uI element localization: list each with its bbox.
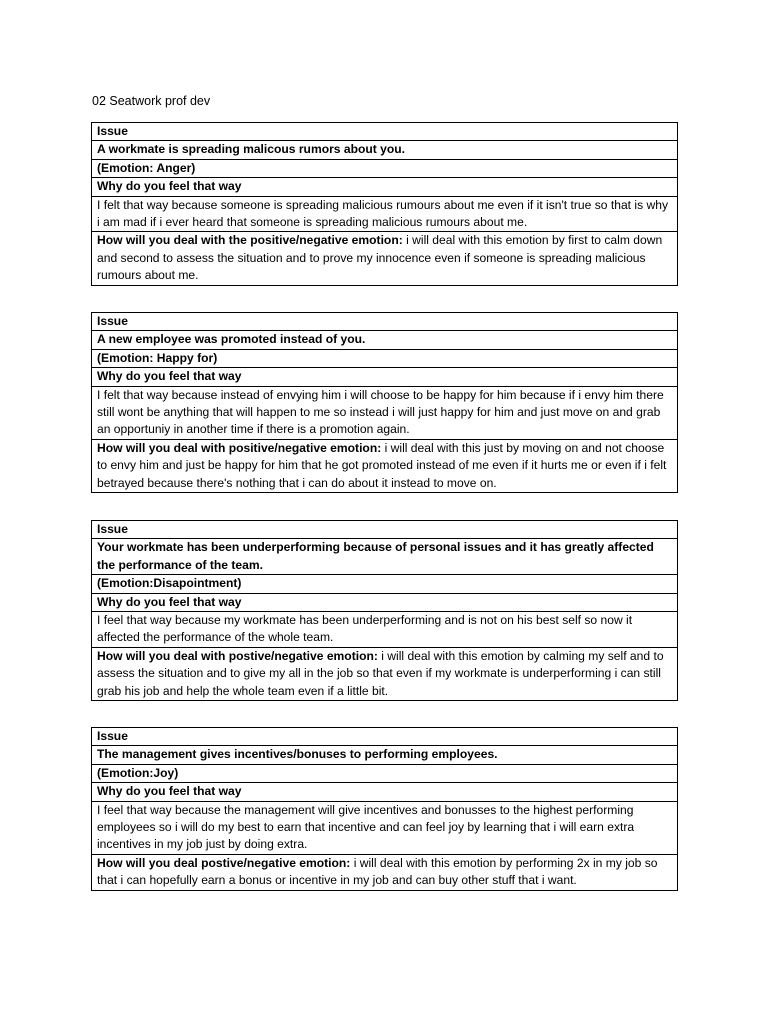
table-row	[92, 159, 678, 177]
deal-cell	[92, 647, 678, 700]
issue-cell: A workmate is spreading malicous rumors about you.	[92, 141, 678, 159]
deal-label: How will you deal with the positive/negative emotion:	[97, 233, 403, 248]
emotion-cell: (Emotion: Anger)	[92, 159, 678, 177]
emotion-cell: (Emotion:Disapointment)	[92, 575, 678, 593]
issue-table	[91, 122, 678, 286]
emotion-cell: (Emotion:Joy)	[92, 764, 678, 782]
table-row	[92, 728, 678, 746]
table-row	[92, 178, 678, 196]
deal-label: How will you deal postive/negative emotion:	[97, 855, 351, 870]
table-row	[92, 313, 678, 331]
why-answer-cell: I feel that way because the management will give incentives and bonusses to the highest performing employees so i will do my best to earn that incentive and can feel joy by learning that i will earn extra incentives in my job just by doing extra.	[92, 801, 678, 854]
deal-cell	[92, 854, 678, 890]
table-row	[92, 746, 678, 764]
why-answer-cell: I felt that way because someone is spreading malicious rumours about me even if it isn't true so that is why i am mad if i ever heard that someone is spreading malicious rumours about me.	[92, 196, 678, 232]
deal-answer: i will deal with this just by moving on and not choose to envy him and just be happy for him that he got promoted instead of me even if it hurts me or even if i felt betrayed because there's nothing that i can do about it instead to move on.	[97, 440, 667, 490]
table-row	[92, 141, 678, 159]
why-label-cell: Why do you feel that way	[92, 783, 678, 801]
issue-table	[91, 520, 678, 701]
table-row	[92, 764, 678, 782]
table-row	[92, 439, 678, 492]
deal-answer: i will deal with this emotion by first to calm down and second to assess the situation and to prove my innocence even if someone is spreading malicious rumours about me.	[97, 233, 663, 283]
why-label-cell: Why do you feel that way	[92, 593, 678, 611]
table-row	[92, 647, 678, 700]
table-row	[92, 232, 678, 285]
issue-cell: The management gives incentives/bonuses to performing employees.	[92, 746, 678, 764]
table-row	[92, 386, 678, 439]
table-row	[92, 196, 678, 232]
table-row	[92, 349, 678, 367]
table-row	[92, 123, 678, 141]
table-row	[92, 801, 678, 854]
issue-table	[91, 727, 678, 891]
why-answer-cell: I feel that way because my workmate has been underperforming and is not on his best self so now it affected the performance of the whole team.	[92, 612, 678, 648]
table-row	[92, 575, 678, 593]
table-row	[92, 593, 678, 611]
deal-cell	[92, 232, 678, 285]
document-title: 02 Seatwork prof dev	[92, 94, 211, 108]
deal-answer: i will deal with this emotion by performing 2x in my job so that i can hopefully earn a bonus or incentive in my job and can buy other stuff that i want.	[97, 855, 658, 888]
table-row	[92, 368, 678, 386]
issue-header-cell: Issue	[92, 521, 678, 539]
issue-table	[91, 312, 678, 493]
issue-cell: Your workmate has been underperforming because of personal issues and it has greatly affected the performance of the team.	[92, 539, 678, 575]
issue-header-cell: Issue	[92, 123, 678, 141]
table-row	[92, 783, 678, 801]
deal-cell	[92, 439, 678, 492]
deal-label: How will you deal with postive/negative emotion:	[97, 648, 378, 663]
why-label-cell: Why do you feel that way	[92, 178, 678, 196]
table-row	[92, 521, 678, 539]
issue-header-cell: Issue	[92, 313, 678, 331]
why-label-cell: Why do you feel that way	[92, 368, 678, 386]
table-row	[92, 539, 678, 575]
emotion-cell: (Emotion: Happy for)	[92, 349, 678, 367]
issue-header-cell: Issue	[92, 728, 678, 746]
deal-label: How will you deal with positive/negative emotion:	[97, 440, 382, 455]
why-answer-cell: I felt that way because instead of envying him i will choose to be happy for him because if i envy him there still wont be anything that will happen to me so instead i will just happy for him and just move on and grab an opportuniy in another time if there is a promotion again.	[92, 386, 678, 439]
deal-answer: i will deal with this emotion by calming my self and to assess the situation and to give my all in the job so that even if my workmate is underperforming i can still grab his job and help the whole team even if a little bit.	[97, 648, 664, 698]
table-row	[92, 854, 678, 890]
issue-cell: A new employee was promoted instead of you.	[92, 331, 678, 349]
table-row	[92, 331, 678, 349]
table-row	[92, 612, 678, 648]
